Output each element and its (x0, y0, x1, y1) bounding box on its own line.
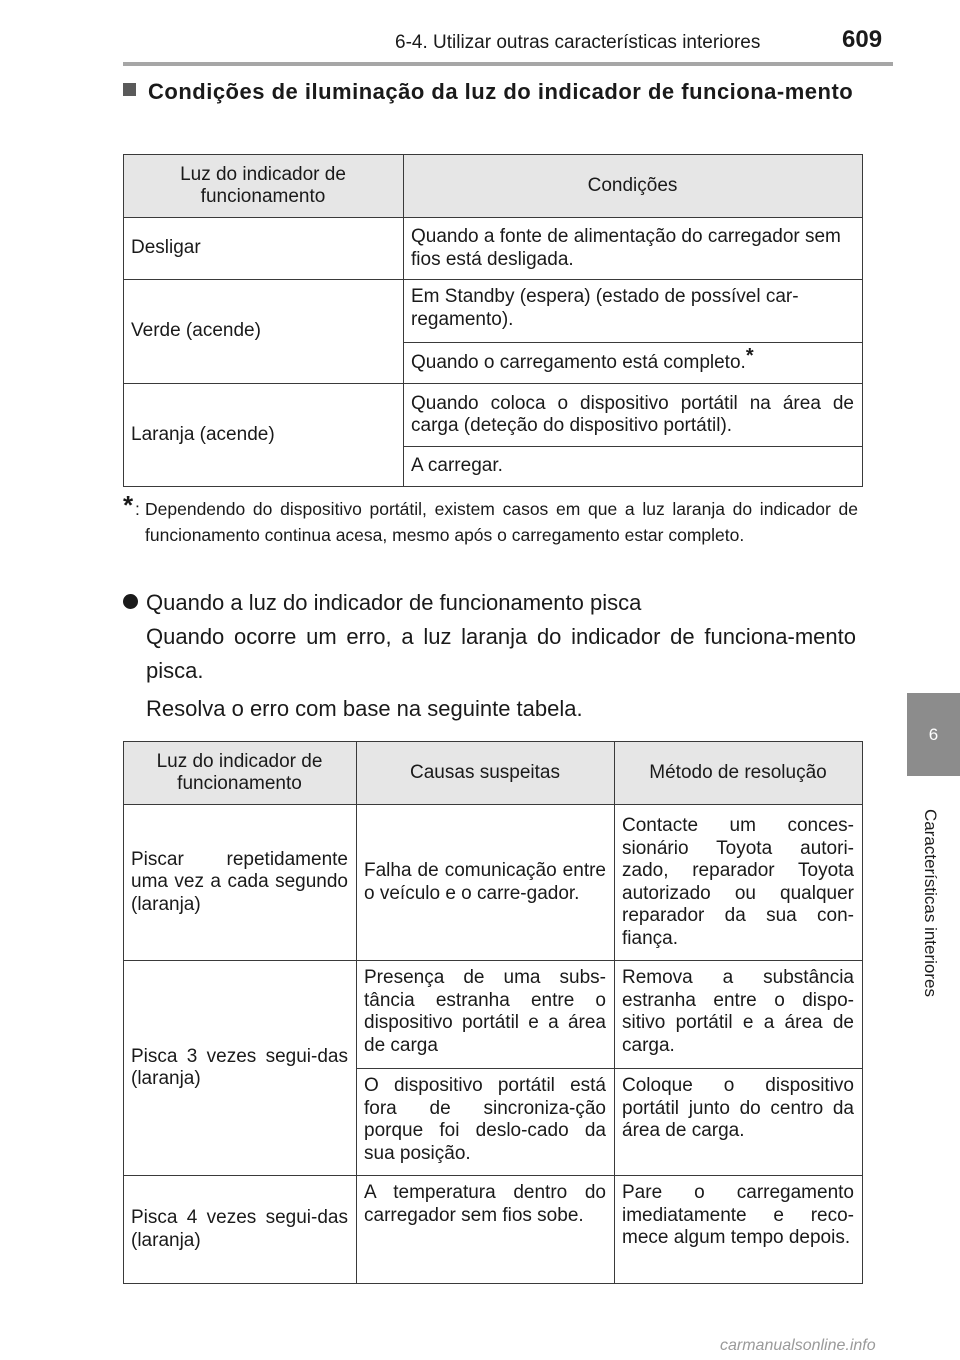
cell-resolution: Contacte um conces-sionário Toyota autori-zado, reparador Toyota autorizado ou qualquer reparador da sua con-fiança. (615, 805, 863, 961)
cell-resolution: Pare o carregamento imediatamente e reco-mece algum tempo depois. (615, 1176, 863, 1284)
header-divider (123, 62, 893, 66)
cell-light: Piscar repetidamente uma vez a cada segundo (laranja) (124, 805, 357, 961)
cell-light: Desligar (124, 218, 404, 280)
footnote-mark: * (123, 490, 134, 520)
cell-condition: Quando coloca o dispositivo portátil na área de carga (deteção do dispositivo portátil). (404, 384, 863, 447)
condition-text: Quando o carregamento está completo. (411, 351, 746, 373)
cell-condition: A carregar. (404, 447, 863, 487)
column-header: Luz do indicador de funcionamento (124, 742, 357, 805)
table-row (124, 280, 863, 343)
table-header-row (124, 742, 863, 805)
paragraph: Quando ocorre um erro, a luz laranja do indicador de funciona-mento pisca. (146, 624, 856, 683)
table-row (124, 1176, 863, 1284)
cell-cause: A temperatura dentro do carregador sem fios sobe. (357, 1176, 615, 1284)
section-heading-text: Condições de iluminação da luz do indicador de funciona-mento (148, 79, 854, 104)
section-heading (123, 76, 859, 108)
table-row (124, 218, 863, 280)
cell-cause: O dispositivo portátil está fora de sincroniza-ção porque foi deslo-cado da sua posição. (357, 1069, 615, 1176)
cell-cause: Presença de uma subs-tância estranha entre o dispositivo portátil e a área de carga (357, 961, 615, 1069)
column-header: Causas suspeitas (357, 742, 615, 805)
table-row (124, 384, 863, 447)
cell-condition (404, 343, 863, 384)
cell-light: Laranja (acende) (124, 384, 404, 487)
chapter-number: 6 (928, 724, 939, 744)
chapter-label-text: Características interiores (921, 808, 941, 997)
section-title: 6-4. Utilizar outras características interiores (395, 32, 761, 53)
footnote-asterisk: * (745, 344, 754, 367)
bullet-dot-icon (123, 594, 138, 609)
table-header-row (124, 155, 863, 218)
table-row (124, 961, 863, 1069)
footnote (123, 490, 858, 548)
page-number: 609 (842, 26, 883, 53)
chapter-label (910, 785, 950, 1020)
bullet-heading (123, 588, 863, 618)
indicator-conditions-table (123, 154, 863, 487)
bullet-heading-text: Quando a luz do indicador de funcionamento pisca (146, 590, 642, 615)
footnote-colon: : (135, 499, 140, 519)
table-row (124, 805, 863, 961)
paragraph: Resolva o erro com base na seguinte tabela. (146, 696, 583, 721)
column-header: Condições (404, 155, 863, 218)
cell-cause: Falha de comunicação entre o veículo e o carre-gador. (357, 805, 615, 961)
troubleshooting-table (123, 741, 863, 1284)
square-bullet-icon (123, 83, 136, 96)
footnote-text: Dependendo do dispositivo portátil, existem casos em que a luz laranja do indicador de funcionamento continua acesa, mesmo após o carregamento estar completo. (145, 499, 858, 545)
column-header: Luz do indicador de funcionamento (124, 155, 404, 218)
cell-resolution: Remova a substância estranha entre o dispo-sitivo portátil e a área de carga. (615, 961, 863, 1069)
cell-light: Pisca 3 vezes segui-das (laranja) (124, 961, 357, 1176)
chapter-tab (907, 693, 960, 776)
cell-resolution: Coloque o dispositivo portátil junto do centro da área de carga. (615, 1069, 863, 1176)
watermark: carmanualsonline.info (720, 1337, 876, 1354)
column-header: Método de resolução (615, 742, 863, 805)
cell-light: Verde (acende) (124, 280, 404, 384)
cell-light: Pisca 4 vezes segui-das (laranja) (124, 1176, 357, 1284)
cell-condition: Em Standby (espera) (estado de possível car-regamento). (404, 280, 863, 343)
cell-condition: Quando a fonte de alimentação do carregador sem fios está desligada. (404, 218, 863, 280)
